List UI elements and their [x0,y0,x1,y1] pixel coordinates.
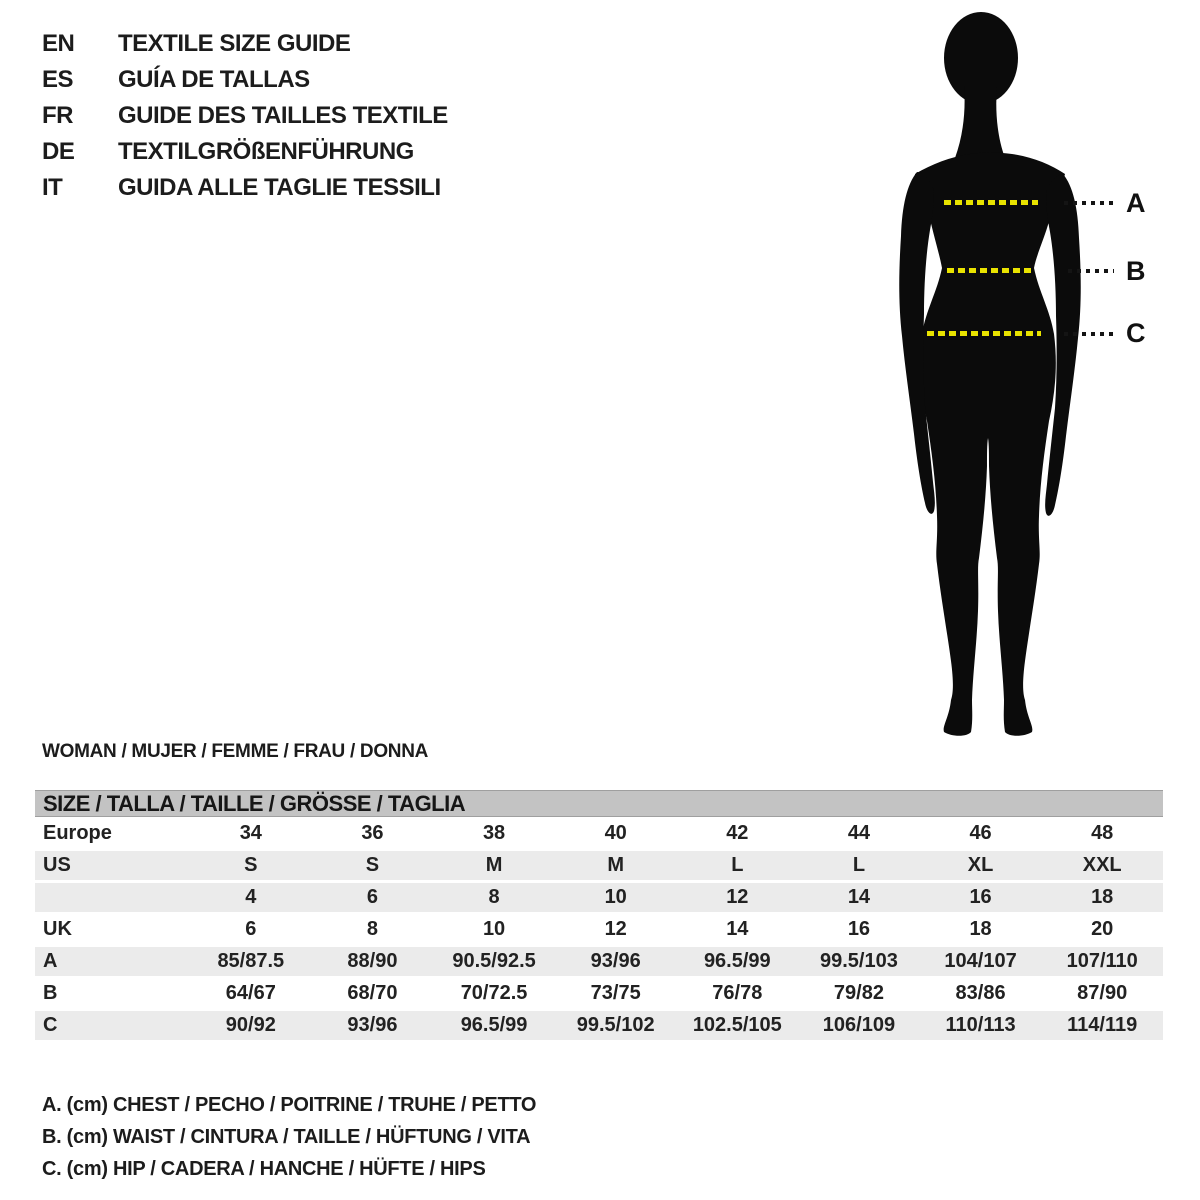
table-row-waist-b [35,977,1163,1009]
table-cell: 83/86 [955,982,1006,1004]
table-cell: S [365,854,380,876]
table-cell: 110/113 [945,1014,1016,1036]
table-cell: L [731,854,744,876]
table-row-hip-c [35,1009,1163,1041]
table-row-europe [35,817,1163,849]
guide-title-de: TEXTILGRÖßENFÜHRUNG [118,138,414,165]
table-cell: 76/78 [712,982,763,1004]
language-row-en [42,26,448,62]
guide-title-en: TEXTILE SIZE GUIDE [118,30,351,57]
hip-line-yellow-dashed [927,331,1041,336]
table-cell: S [244,854,258,876]
table-cell: 73/75 [590,982,641,1004]
language-code-it: IT [42,174,63,201]
chest-line-yellow-dashed [944,200,1038,205]
table-cell: 38 [482,822,506,844]
table-cell: 79/82 [833,982,884,1004]
table-cell: 16 [969,886,992,908]
row-label [35,883,190,912]
table-cell: 42 [726,822,749,844]
table-cell: 90.5/92.5 [452,950,536,972]
table-cell: 90/92 [225,1014,276,1036]
section-title-woman: WOMAN / MUJER / FEMME / FRAU / DONNA [42,741,429,762]
table-cell: XL [967,854,994,876]
table-cell: 87/90 [1077,982,1128,1004]
table-cell: 64/67 [225,982,276,1004]
language-code-es: ES [42,66,74,93]
table-cell: 114/119 [1067,1014,1138,1036]
table-cell: 96.5/99 [460,1014,528,1036]
table-cell: 99.5/103 [820,950,898,972]
marker-label-b: B [1126,256,1146,286]
language-row-es [42,62,448,98]
table-cell: 46 [969,822,992,844]
table-cell: 10 [482,918,506,940]
row-label: UK [43,918,72,940]
table-cell: 4 [245,886,257,908]
table-cell: 12 [726,886,749,908]
waist-line-yellow-dashed [947,268,1033,273]
table-cell: L [852,854,866,876]
table-cell: 93/96 [347,1014,398,1036]
language-row-fr [42,98,448,134]
row-label: Europe [43,822,112,844]
table-cell: 16 [847,918,871,940]
waist-line-dotted-leader [1068,269,1114,273]
woman-silhouette [860,6,1120,741]
guide-title-it: GUIDA ALLE TAGLIE TESSILI [118,174,441,201]
table-cell: 6 [245,918,257,940]
table-cell: XXL [1082,854,1122,876]
table-cell: 104/107 [944,950,1017,972]
table-cell: 102.5/105 [692,1014,782,1036]
table-cell: 44 [847,822,871,844]
language-code-fr: FR [42,102,73,129]
table-cell: 10 [604,886,627,908]
marker-label-a: A [1126,188,1146,218]
table-cell: 70/72.5 [460,982,528,1004]
table-header-size: SIZE / TALLA / TAILLE / GRÖSSE / TAGLIA [35,790,1163,817]
table-cell: M [607,854,625,876]
table-cell: 40 [604,822,627,844]
language-row-it [42,170,448,206]
table-cell: 34 [239,822,262,844]
guide-title-fr: GUIDE DES TAILLES TEXTILE [118,102,448,129]
table-cell: 48 [1091,822,1114,844]
table-row-us-letters [35,849,1163,881]
table-cell: 107/110 [1066,950,1138,972]
language-row-de [42,134,448,170]
table-cell: M [485,854,503,876]
table-cell: 20 [1091,918,1114,940]
table-cell: 96.5/99 [703,950,771,972]
table-cell: 8 [488,886,500,908]
table-cell: 68/70 [347,982,398,1004]
table-cell: 85/87.5 [217,950,285,972]
table-cell: 36 [361,822,384,844]
table-row-us-numbers [35,881,1163,913]
language-code-de: DE [42,138,75,165]
row-label: US [43,854,71,876]
table-cell: 8 [366,918,378,940]
table-cell: 18 [969,918,992,940]
silhouette-torso-legs [915,153,1065,736]
measurement-legend [42,1089,536,1185]
table-cell: 88/90 [347,950,398,972]
row-label: A [43,950,58,972]
table-cell: 106/109 [822,1014,896,1036]
table-row-chest-a [35,945,1163,977]
legend-chest: A. (cm) CHEST / PECHO / POITRINE / TRUHE / PETTO [42,1094,537,1116]
size-table [35,790,1163,1041]
language-code-en: EN [42,30,75,57]
table-cell: 93/96 [590,950,641,972]
marker-label-c: C [1126,318,1146,348]
legend-waist: B. (cm) WAIST / CINTURA / TAILLE / HÜFTUNG / VITA [42,1126,531,1148]
table-cell: 18 [1091,886,1114,908]
table-cell: 99.5/102 [576,1014,655,1036]
table-row-uk [35,913,1163,945]
guide-title-es: GUÍA DE TALLAS [118,66,310,93]
row-label: C [43,1014,58,1036]
chest-line-dotted-leader [1064,201,1114,205]
hip-line-dotted-leader [1064,332,1114,336]
table-cell: 14 [726,918,749,940]
table-cell: 12 [604,918,627,940]
legend-hip: C. (cm) HIP / CADERA / HANCHE / HÜFTE / HIPS [42,1158,486,1180]
table-cell: 6 [366,886,378,908]
row-label: B [43,982,58,1004]
table-cell: 14 [847,886,871,908]
language-list [42,26,448,206]
